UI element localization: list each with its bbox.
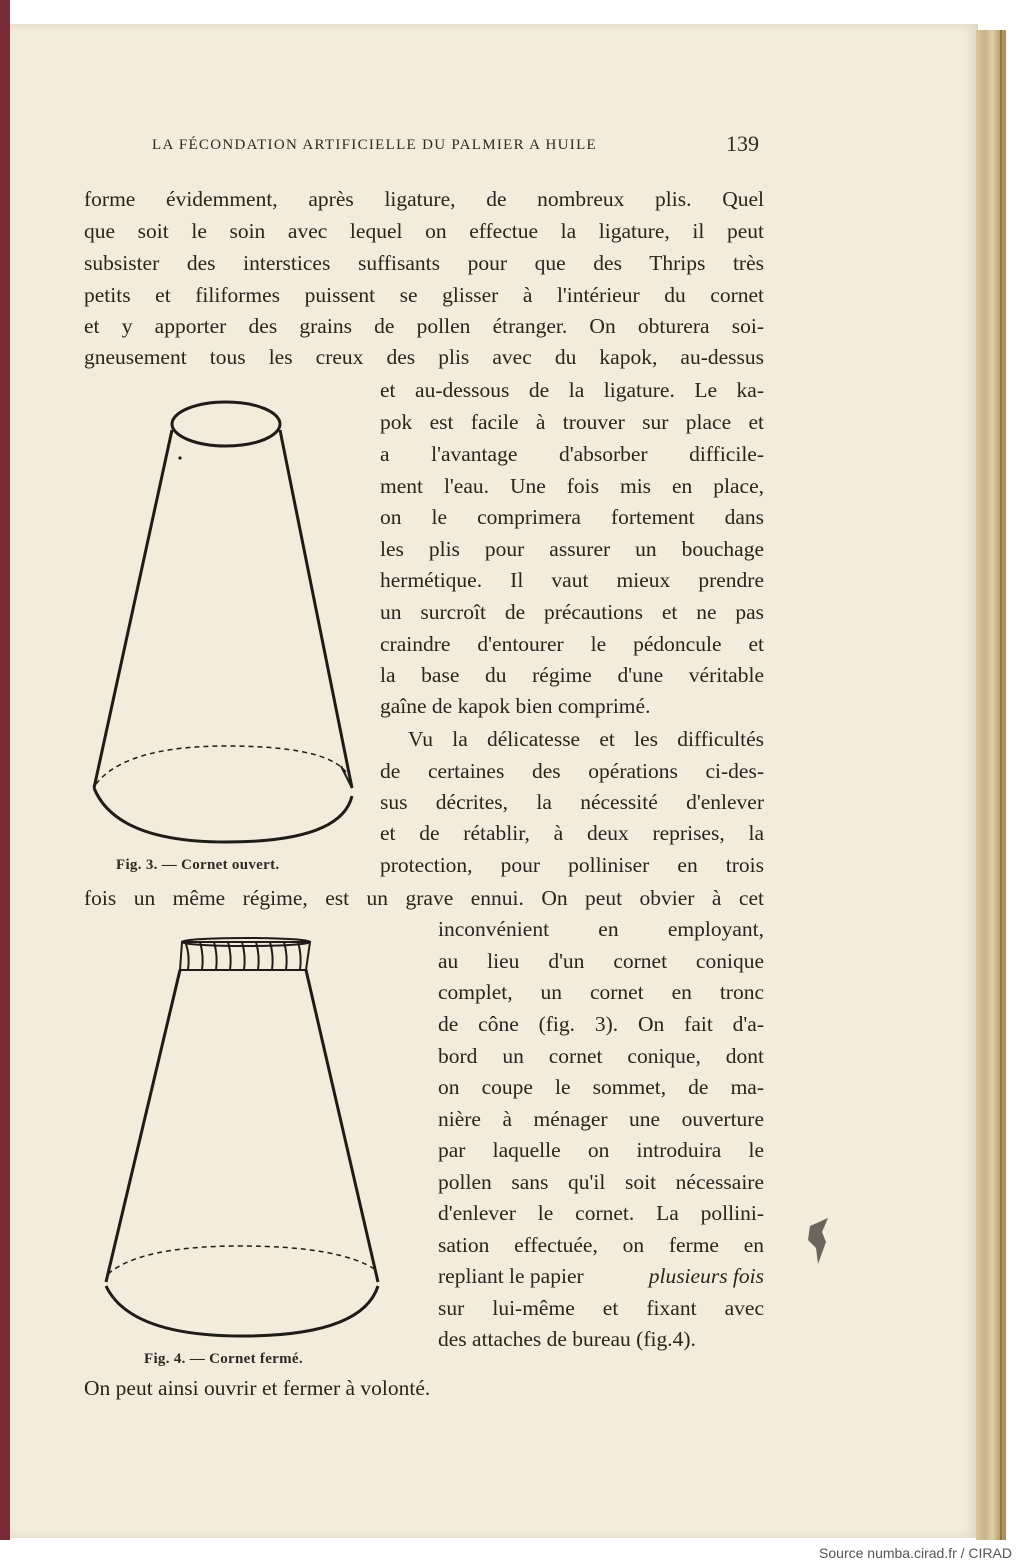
cone-open-drawing: [86, 396, 366, 848]
body-line: gneusement tous les creux des plis avec du kapok, au-dessus: [84, 345, 764, 369]
body-line: que soit le soin avec lequel on effectue la ligature, il peut: [84, 219, 764, 243]
body-line-text: repliant le papier: [438, 1264, 584, 1288]
book-binding: [0, 0, 10, 1540]
page-edges: [976, 30, 1006, 1540]
body-line: par laquelle on introduira le: [438, 1138, 764, 1162]
body-line: on coupe le sommet, de ma-: [438, 1075, 764, 1099]
body-line: fois un même régime, est un grave ennui. On peut obvier à cet: [84, 886, 764, 910]
body-line: petits et filiformes puissent se glisser à l'intérieur du cornet: [84, 283, 764, 307]
body-line: complet, un cornet en tronc: [438, 980, 764, 1004]
body-line: pok est facile à trouver sur place et: [380, 410, 764, 434]
body-line: et au-dessous de la ligature. Le ka-: [380, 378, 764, 402]
body-line: et de rétablir, à deux reprises, la: [380, 821, 764, 845]
source-credit: Source numba.cirad.fr / CIRAD: [819, 1545, 1012, 1561]
page-blemish: [808, 1218, 830, 1264]
emphasis-text: plusieurs fois: [648, 1264, 764, 1288]
body-line: d'enlever le cornet. La pollini-: [438, 1201, 764, 1225]
body-line: protection, pour polliniser en trois: [380, 853, 764, 877]
body-line: on le comprimera fortement dans: [380, 505, 764, 529]
body-line: des attaches de bureau (fig.4).: [438, 1327, 696, 1351]
figure-4-closed-cone: [100, 934, 386, 1344]
body-line: les plis pour assurer un bouchage: [380, 537, 764, 561]
body-line: la base du régime d'une véritable: [380, 663, 764, 687]
body-line: inconvénient en employant,: [438, 917, 764, 941]
body-line: sur lui-même et fixant avec: [438, 1296, 764, 1320]
body-line: de cône (fig. 3). On fait d'a-: [438, 1012, 764, 1036]
cone-closed-drawing: [100, 934, 386, 1344]
figure-3-open-cone: [86, 396, 366, 848]
body-line: subsister des interstices suffisants pour que des Thrips très: [84, 251, 764, 275]
body-line: pollen sans qu'il soit nécessaire: [438, 1170, 764, 1194]
top-margin: [0, 0, 1020, 24]
body-line: au lieu d'un cornet conique: [438, 949, 764, 973]
body-line: On peut ainsi ouvrir et fermer à volonté.: [84, 1376, 431, 1400]
body-line: ment l'eau. Une fois mis en place,: [380, 474, 764, 498]
body-line: craindre d'entourer le pédoncule et: [380, 632, 764, 656]
body-line: nière à ménager une ouverture: [438, 1107, 764, 1131]
running-title: LA FÉCONDATION ARTIFICIELLE DU PALMIER A HUILE: [152, 137, 598, 153]
body-line: et y apporter des grains de pollen étranger. On obturera soi-: [84, 314, 764, 338]
body-line: sus décrites, la nécessité d'enlever: [380, 790, 764, 814]
body-line: hermétique. Il vaut mieux prendre: [380, 568, 764, 592]
body-line: [438, 1261, 764, 1291]
body-line: de certaines des opérations ci-des-: [380, 759, 764, 783]
body-line: Vu la délicatesse et les difficultés: [408, 727, 764, 751]
figure-4-caption: Fig. 4. — Cornet fermé.: [144, 1351, 303, 1367]
page-number: 139: [726, 131, 759, 156]
figure-3-caption: Fig. 3. — Cornet ouvert.: [116, 857, 280, 873]
body-line: un surcroît de précautions et ne pas: [380, 600, 764, 624]
body-line: forme évidemment, après ligature, de nombreux plis. Quel: [84, 187, 764, 211]
body-line: bord un cornet conique, dont: [438, 1044, 764, 1068]
body-line: sation effectuée, on ferme en: [438, 1233, 764, 1257]
body-line: gaîne de kapok bien comprimé.: [380, 694, 651, 718]
body-line: a l'avantage d'absorber difficile-: [380, 442, 764, 466]
